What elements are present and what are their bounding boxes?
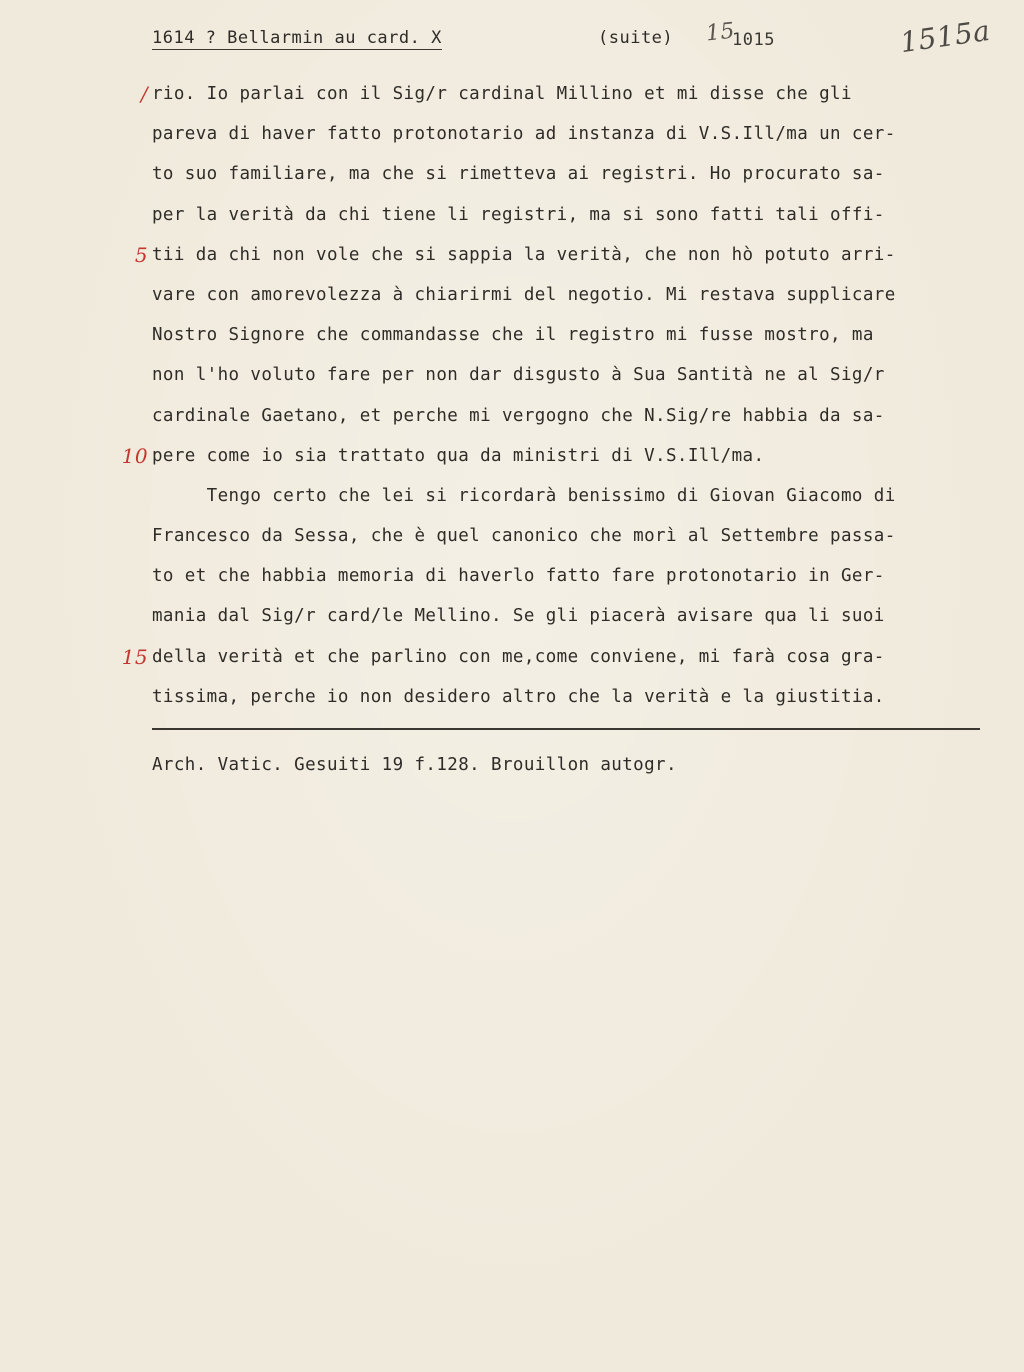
page-header [152,13,993,60]
line-text: vare con amorevolezza à chiarirmi del negotio. Mi restava supplicare [152,284,896,305]
line-text: per la verità da chi tiene li registri, ma si sono fatti tali offi- [152,204,885,225]
line-number-marker: 15 [121,644,148,669]
line-text: pareva di haver fatto protonotario ad instanza di V.S.Ill/ma un cer- [152,124,896,145]
text-line [152,355,992,395]
text-line [121,637,992,677]
line-text: cardinale Gaetano, et perche mi vergogno che N.Sig/re habbia da sa- [152,405,885,426]
line-text: to suo familiare, ma che si rimetteva ai registri. Ho procurato sa- [152,164,885,185]
text-line [140,74,992,114]
text-line [134,235,992,275]
line-number-marker: 5 [134,242,148,267]
folio-handwritten: 1515a [898,13,993,60]
line-text: non l'ho voluto fare per non dar disgusto à Sua Santità ne al Sig/r [152,365,885,386]
line-text: tii da chi non vole che si sappia la verità, che non hò potuto arri- [152,244,896,265]
line-text: to et che habbia memoria di haverlo fatto fare protonotario in Ger- [152,566,885,587]
header-suite: (suite) [598,28,674,48]
line-text: tissima, perche io non desidero altro che la verità e la giustitia. [152,686,885,707]
line-number-marker: 10 [121,443,148,468]
folio-stamp: 1015 [732,30,775,50]
line-text: della verità et che parlino con me,come conviene, mi farà cosa gra- [152,646,885,667]
header-reference: 1614 ? Bellarmin au card. X [152,28,442,48]
line-text: rio. Io parlai con il Sig/r cardinal Millino et mi disse che gli [152,84,852,104]
line-text: mania dal Sig/r card/le Mellino. Se gli piacerà avisare qua li suoi [152,606,885,627]
source-citation: Arch. Vatic. Gesuiti 19 f.128. Brouillon autogr. [152,755,677,775]
line-number-marker: / [140,82,148,106]
line-text: Tengo certo che lei si ricordarà benissimo di Giovan Giacomo di [152,485,896,506]
line-text: Francesco da Sessa, che è quel canonico che morì al Settembre passa- [152,526,896,547]
letter-body [121,74,992,717]
line-text: pere come io sia trattato qua da ministri di V.S.Ill/ma. [152,445,765,466]
text-line [152,516,992,556]
text-line [121,436,992,476]
text-line [152,275,992,315]
text-line [152,195,992,235]
text-line [152,596,992,636]
text-line [152,396,992,436]
folio-stamp-mark: 15 [704,18,737,47]
text-line [152,114,992,154]
text-line [152,154,992,194]
text-line [152,556,992,596]
line-text: Nostro Signore che commandasse che il registro mi fusse mostro, ma [152,325,874,346]
text-line [152,315,992,355]
text-line [152,476,992,516]
separator-rule [152,728,980,730]
text-line [152,677,992,717]
